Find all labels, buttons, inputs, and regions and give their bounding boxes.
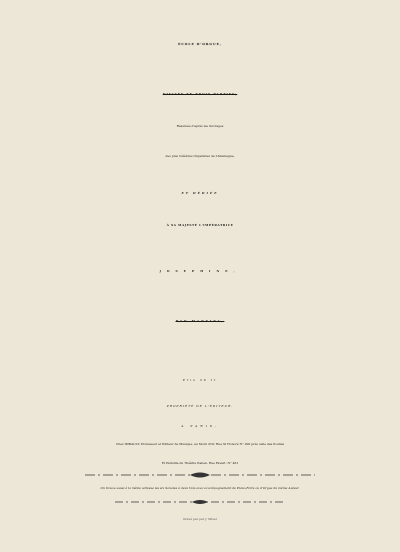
resume-line-2: des plus Célèbres Organistes de l'Allemagne,: [165, 154, 235, 158]
price: Prix 36 fr: [182, 378, 218, 382]
ornamental-rule-bottom: [0, 497, 400, 507]
author-line: PAR MARTINI,: [175, 319, 225, 323]
subtitle: DIVISÉE EN TROIS PARTIES;: [162, 92, 238, 96]
property-notice: PROPRIÉTÉ DE L'ÉDITEUR.: [166, 404, 234, 408]
engraver-credit: Gravé par par J. Mixer: [182, 517, 218, 521]
additional-note: On trouve aussi à la même adresse les six Sonates à deux Voix avec accompagnement de Piano-Forte ou d'Orgue du même Auteur.: [100, 486, 300, 490]
resume-line-1: Résumée d'après les Ouvrages: [176, 124, 224, 128]
dedication: ET DÉDIÉE: [181, 191, 219, 195]
city: A PARIS,: [181, 424, 219, 428]
majesty-line: À SA MAJESTÉ L'IMPÉRATRICE: [166, 223, 234, 227]
empress-name: JOSEPHINE,: [159, 269, 241, 273]
ornamental-rule-top: [0, 470, 400, 480]
address-line-2: Et Péristile du Théâtre Italien, Rue Favart, N° 461: [161, 461, 239, 465]
main-title: ÉCOLE D'ORGUE,: [178, 42, 222, 46]
address-line-1: Chez IMBAULT, Professeur et Editeur de Musique, au Mont d'Or, Rue St Honoré N° 200 près celle des Poulies: [115, 442, 285, 446]
